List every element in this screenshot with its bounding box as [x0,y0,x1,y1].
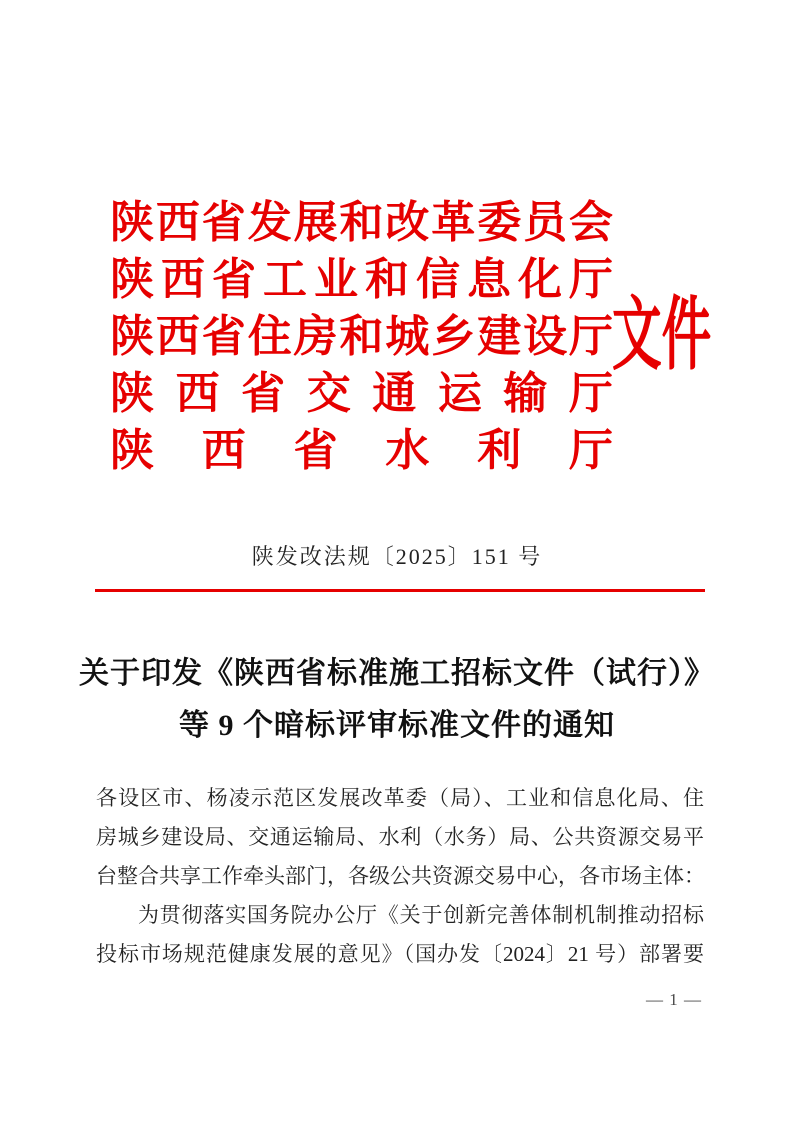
document-title [47,648,747,752]
document-body [96,779,704,974]
body-paragraph1-line3: 台整合共享工作牵头部门，各级公共资源交易中心，各市场主体： [96,864,705,888]
agency-line-water: 陕西省水利厅 [110,426,613,475]
agency-line-transport: 陕西省交通运输厅 [110,369,613,418]
agency-header-block [110,194,613,479]
document-number: 陕发改法规〔2025〕151 号 [251,544,543,569]
body-paragraph2-line1: 为贯彻落实国务院办公厅《关于创新完善体制机制推动招标 [138,903,704,927]
document-title-line2: 等 9 个暗标评审标准文件的通知 [179,709,615,742]
agency-line-drc: 陕西省发展和改革委员会 [110,198,613,247]
body-paragraph1-line1: 各设区市、杨凌示范区发展改革委（局）、工业和信息化局、住 [96,786,704,810]
agency-line-housing: 陕西省住房和城乡建设厅 [110,312,613,361]
red-divider-line [95,589,705,592]
body-paragraph1-line2: 房城乡建设局、交通运输局、水利（水务）局、公共资源交易平 [96,825,704,849]
document-title-line1: 关于印发《陕西省标准施工招标文件（试行）》 [79,657,715,690]
page-number: — 1 — [646,990,702,1009]
body-paragraph2-line2: 投标市场规范健康发展的意见》（国办发〔2024〕21 号）部署要 [96,942,704,966]
agency-line-industry-it: 陕西省工业和信息化厅 [110,255,613,304]
document-label: 文件 [612,292,712,380]
